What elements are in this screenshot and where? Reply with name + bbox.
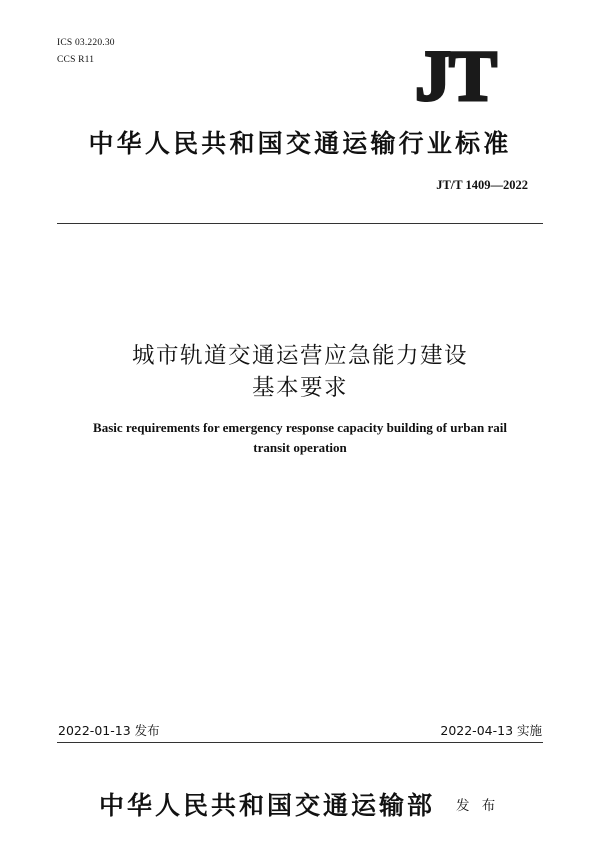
top-divider (57, 223, 543, 224)
title-cn-line1: 城市轨道交通运营应急能力建设 (131, 343, 468, 369)
jt-logo (396, 46, 514, 102)
implementation-date: 2022-04-13 实施 (440, 723, 542, 738)
publisher-name: 中华人民共和国交通运输部 (99, 791, 436, 820)
standard-category-title: 中华人民共和国交通运输行业标准 (88, 129, 512, 158)
jt-logo-text: JT (414, 46, 496, 102)
publish-label: 发 布 (456, 798, 500, 814)
standard-number: JT/T 1409—2022 (436, 178, 528, 192)
title-cn-line2: 基本要求 (251, 375, 348, 401)
bottom-divider (57, 742, 543, 743)
title-en-line2: transit operation (253, 440, 347, 455)
ics-code: ICS 03.220.30 (57, 38, 115, 48)
issue-date: 2022-01-13 发布 (58, 723, 160, 738)
title-en-line1: Basic requirements for emergency response capacity building of urban rail (93, 420, 507, 435)
ccs-code: CCS R11 (57, 55, 95, 65)
